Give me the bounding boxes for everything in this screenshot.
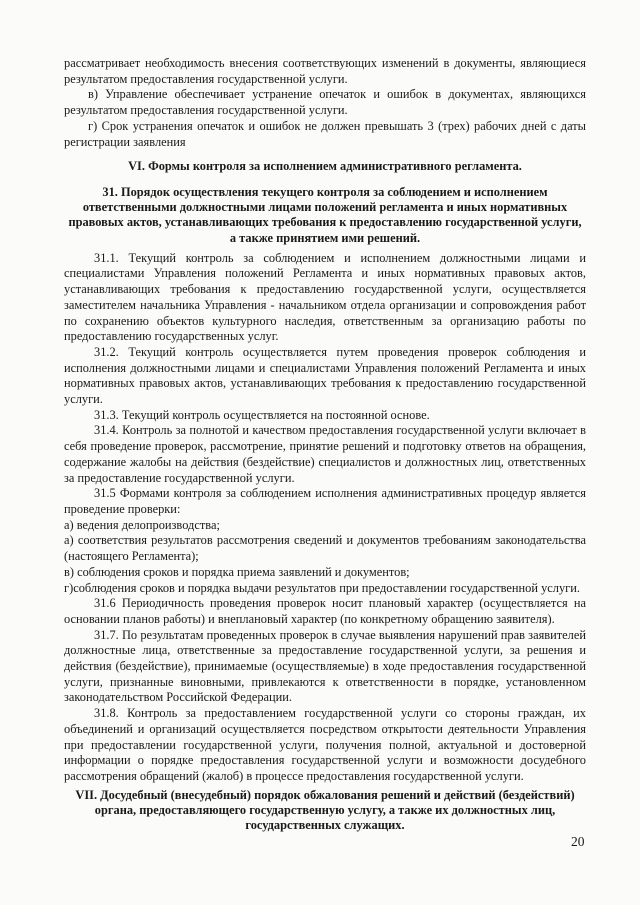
chapter-vi-title: VI. Формы контроля за исполнением административного регламента. xyxy=(128,159,522,174)
paragraph-continuation: рассматривает необходимость внесения соответствующих изменений в документы, являющиеся результатом предоставления государственной услуги. xyxy=(64,56,586,86)
list-item-a1: а) ведения делопроизводства; xyxy=(64,517,220,532)
paragraph-31-4: 31.4. Контроль за полнотой и качеством предоставления государственной услуги включает в себя проведение проверок, рассмотрение, принятие решений и подготовку ответов на обращения, содержание жалобы на действия (бездействие) специалистов и должностных лиц, ответственных за предоставление государственной услуги. xyxy=(64,423,586,485)
paragraph-31-3: 31.3. Текущий контроль осуществляется на постоянной основе. xyxy=(94,407,430,422)
paragraph-31-8: 31.8. Контроль за предоставлением государственной услуги со стороны граждан, их объединений и организаций осуществляется посредством открытости деятельности Управления при предоставлении государственной услуги, получения полной, актуальной и достоверной информации о порядке предоставления государственной услуги и возможности досудебного рассмотрения обращений (жалоб) в процессе предоставления государственной услуги. xyxy=(64,706,586,783)
paragraph-item-v: в) Управление обеспечивает устранение опечаток и ошибок в документах, являющихся результатом предоставления государственной услуги. xyxy=(64,87,586,118)
chapter-vii-title: VII. Досудебный (внесудебный) порядок обжалования решений и действий (бездействий) органа, предоставляющего государственную услугу, а также их должностных лиц, государственных служащих. xyxy=(75,787,575,833)
page-number: 20 xyxy=(571,834,585,849)
paragraph-item-g: г) Срок устранения опечаток и ошибок не должен превышать 3 (трех) рабочих дней с даты регистрации заявления xyxy=(64,118,586,149)
section-31-title: 31. Порядок осуществления текущего контроля за соблюдением и исполнением ответственными должностными лицами положений регламента и иных нормативных правовых актов, устанавливающих требования к предоставлению государственной услуги, а также принятием ими решений. xyxy=(68,184,582,245)
paragraph-31-5: 31.5 Формами контроля за соблюдением исполнения административных процедур является проведение проверки: xyxy=(64,486,586,516)
list-item-g: г)соблюдения сроков и порядка выдачи результатов при предоставлении государственной услуги. xyxy=(64,580,580,595)
paragraph-31-6: 31.6 Периодичность проведения проверок носит плановый характер (осуществляется на основании планов работы) и внеплановый характер (по конкретному обращению заявителя). xyxy=(64,596,586,626)
list-item-v: в) соблюдения сроков и порядка приема заявлений и документов; xyxy=(64,564,410,579)
list-item-a2: а) соответствия результатов рассмотрения сведений и документов требованиям законодательства (настоящего Регламента); xyxy=(64,533,586,564)
paragraph-31-1: 31.1. Текущий контроль за соблюдением и исполнением должностными лицами и специалистами Управления положений Регламента и иных нормативных правовых актов, устанавливающих требования к предоставлению государственной услуги, осуществляется заместителем начальника Управления - начальником отдела организации и сопровождения работ по сохранению объектов культурного наследия, ответственным за организацию работы по предоставлению государственных услуг. xyxy=(64,250,586,344)
paragraph-31-7: 31.7. По результатам проведенных проверок в случае выявления нарушений прав заявителей должностные лица, ответственные за предоставление государственной услуги, за решения и действия (бездействие), принимаемые (осуществляемые) в ходе предоставления государственной услуги, признанные виновными, привлекаются к ответственности в порядке, установленном законодательством Российской Федерации. xyxy=(64,627,586,705)
page-content xyxy=(64,56,586,833)
paragraph-31-2: 31.2. Текущий контроль осуществляется путем проведения проверок соблюдения и исполнения должностными лицами и специалистами Управления положений Регламента и иных нормативных правовых актов, устанавливающих требования к предоставлению государственной услуги. xyxy=(64,344,586,407)
